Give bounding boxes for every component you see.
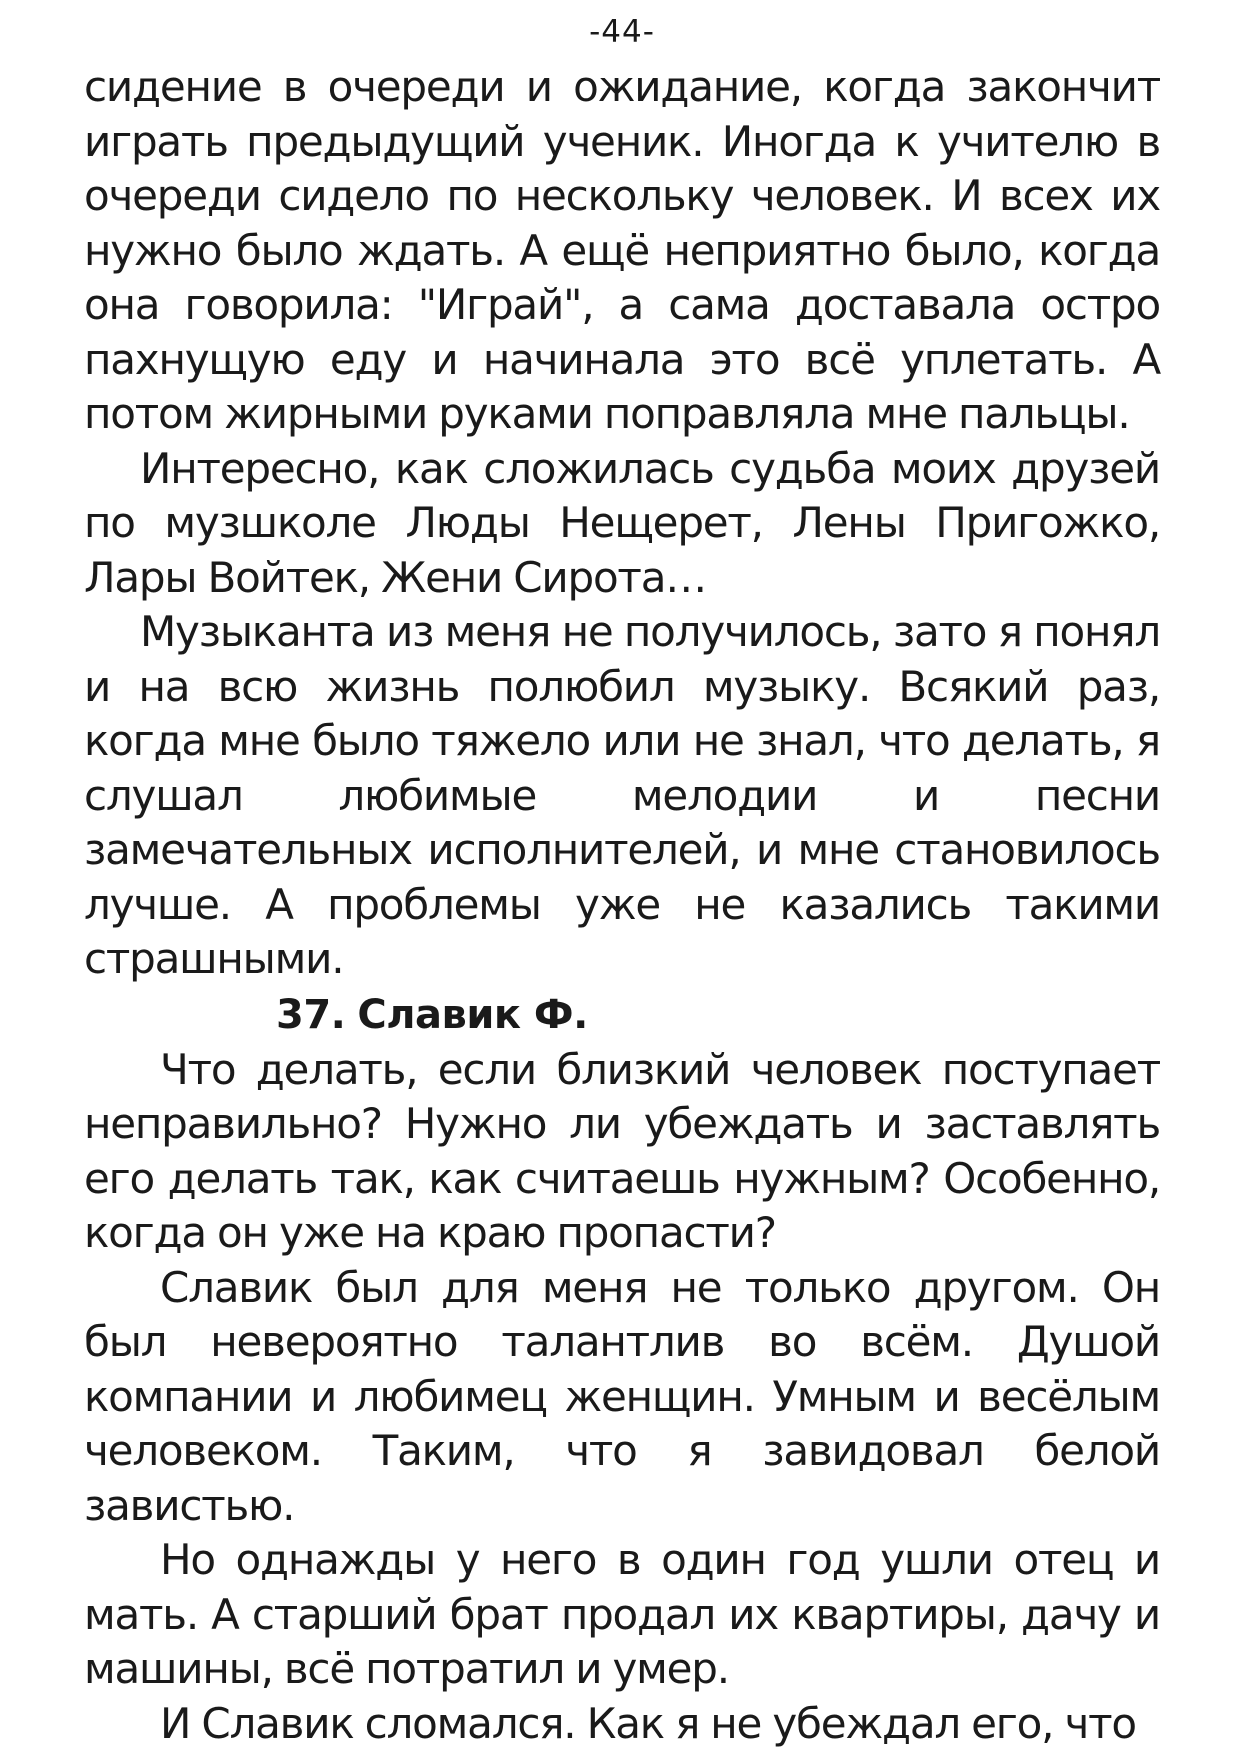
paragraph: Но однажды у него в один год ушли отец и мать. А старший брат продал их квартиры, дачу и машины, всё потратил и умер. — [84, 1533, 1160, 1697]
paragraph: Музыканта из меня не получилось, зато я понял и на всю жизнь полюбил музыку. Всякий раз, когда мне было тяжело или не знал, что делать, я слушал любимые мелодии и песни замечательных исполнителей, и мне становилось лучше. А проблемы уже не казались такими страшными. — [84, 605, 1160, 987]
chapter-heading — [84, 987, 1160, 1043]
paragraph: сидение в очереди и ожидание, когда закончит играть предыдущий ученик. Иногда к учителю в очереди сидело по нескольку человек. И всех их нужно было ждать. А ещё неприятно было, когда она говорила: "Играй", а сама доставала остро пахнущую еду и начинала это всё уплетать. А потом жирными руками поправляла мне пальцы. — [84, 60, 1160, 442]
page-body — [84, 60, 1160, 1751]
paragraph: И Славик сломался. Как я не убеждал его, что — [84, 1697, 1160, 1751]
chapter-number: 37. — [276, 992, 345, 1038]
page-number: -44- — [84, 12, 1160, 52]
paragraph: Интересно, как сложилась судьба моих друзей по музшколе Люды Нещерет, Лены Пригожко, Лары Войтек, Жени Сирота… — [84, 442, 1160, 606]
paragraph: Славик был для меня не только другом. Он был невероятно талантлив во всём. Душой компании и любимец женщин. Умным и весёлым человеком. Таким, что я завидовал белой завистью. — [84, 1261, 1160, 1534]
chapter-title: Славик Ф. — [357, 992, 587, 1038]
paragraph: Что делать, если близкий человек поступает неправильно? Нужно ли убеждать и заставлять его делать так, как считаешь нужным? Особенно, когда он уже на краю пропасти? — [84, 1043, 1160, 1261]
book-page — [84, 12, 1160, 1732]
